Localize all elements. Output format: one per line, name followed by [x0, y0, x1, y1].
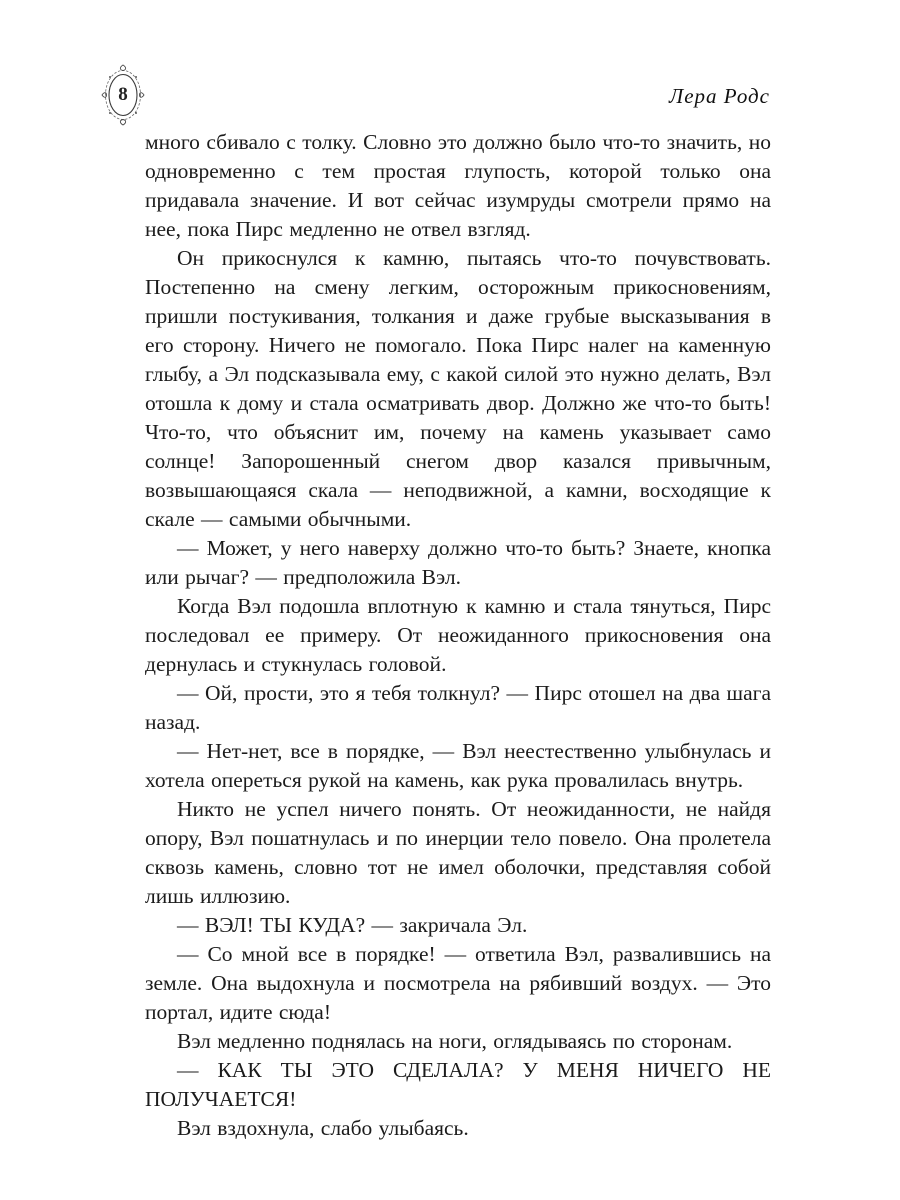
paragraph: Он прикоснулся к камню, пытаясь что-то почувствовать. Постепенно на смену легким, осторожным прикосновениям, пришли постукивания, толкания и даже грубые высказывания в его сторону. Ничего не помогало. Пока Пирс налег на каменную глыбу, а Эл подсказывала ему, с какой силой это нужно делать, Вэл отошла к дому и стала осматривать двор. Должно же что-то быть! Что-то, что объяснит им, почему на камень указывает само солнце! Запорошенный снегом двор казался привычным, возвышающаяся скала — неподвижной, а камни, восходящие к скале — самыми обычными.: [145, 246, 771, 531]
page-number: 8: [118, 84, 128, 105]
paragraph: Когда Вэл подошла вплотную к камню и стала тянуться, Пирс последовал ее примеру. От неожиданного прикосновения она дернулась и стукнулась головой.: [145, 594, 771, 676]
paragraph: Вэл медленно поднялась на ноги, оглядываясь по сторонам.: [177, 1029, 733, 1053]
paragraph: — Нет-нет, все в порядке, — Вэл неестественно улыбнулась и хотела опереться рукой на камень, как рука провалилась внутрь.: [145, 739, 771, 792]
page-number-ornament: [101, 64, 145, 126]
author-name: Лера Родс: [668, 84, 770, 108]
paragraph: Вэл вздохнула, слабо улыбаясь.: [177, 1116, 469, 1140]
page-text: [145, 128, 771, 1143]
paragraph: — Ой, прости, это я тебя толкнул? — Пирс отошел на два шага назад.: [145, 681, 771, 734]
paragraph: — ВЭЛ! ТЫ КУДА? — закричала Эл.: [177, 913, 528, 937]
paragraph: Никто не успел ничего понять. От неожиданности, не найдя опору, Вэл пошатнулась и по инерции тело повело. Она пролетела сквозь камень, словно тот не имел оболочки, представляя собой лишь иллюзию.: [145, 797, 771, 908]
paragraph: — Со мной все в порядке! — ответила Вэл, развалившись на земле. Она выдохнула и посмотрела на рябивший воздух. — Это портал, идите сюда!: [145, 942, 771, 1024]
paragraph: много сбивало с толку. Словно это должно было что-то значить, но одновременно с тем простая глупость, которой только она придавала значение. И вот сейчас изумруды смотрели прямо на нее, пока Пирс медленно не отвел взгляд.: [145, 130, 771, 241]
page-header: [0, 0, 900, 128]
paragraph: — КАК ТЫ ЭТО СДЕЛАЛА? У МЕНЯ НИЧЕГО НЕ ПОЛУЧАЕТСЯ!: [145, 1058, 771, 1111]
paragraph: — Может, у него наверху должно что-то быть? Знаете, кнопка или рычаг? — предположила Вэл.: [145, 536, 771, 589]
